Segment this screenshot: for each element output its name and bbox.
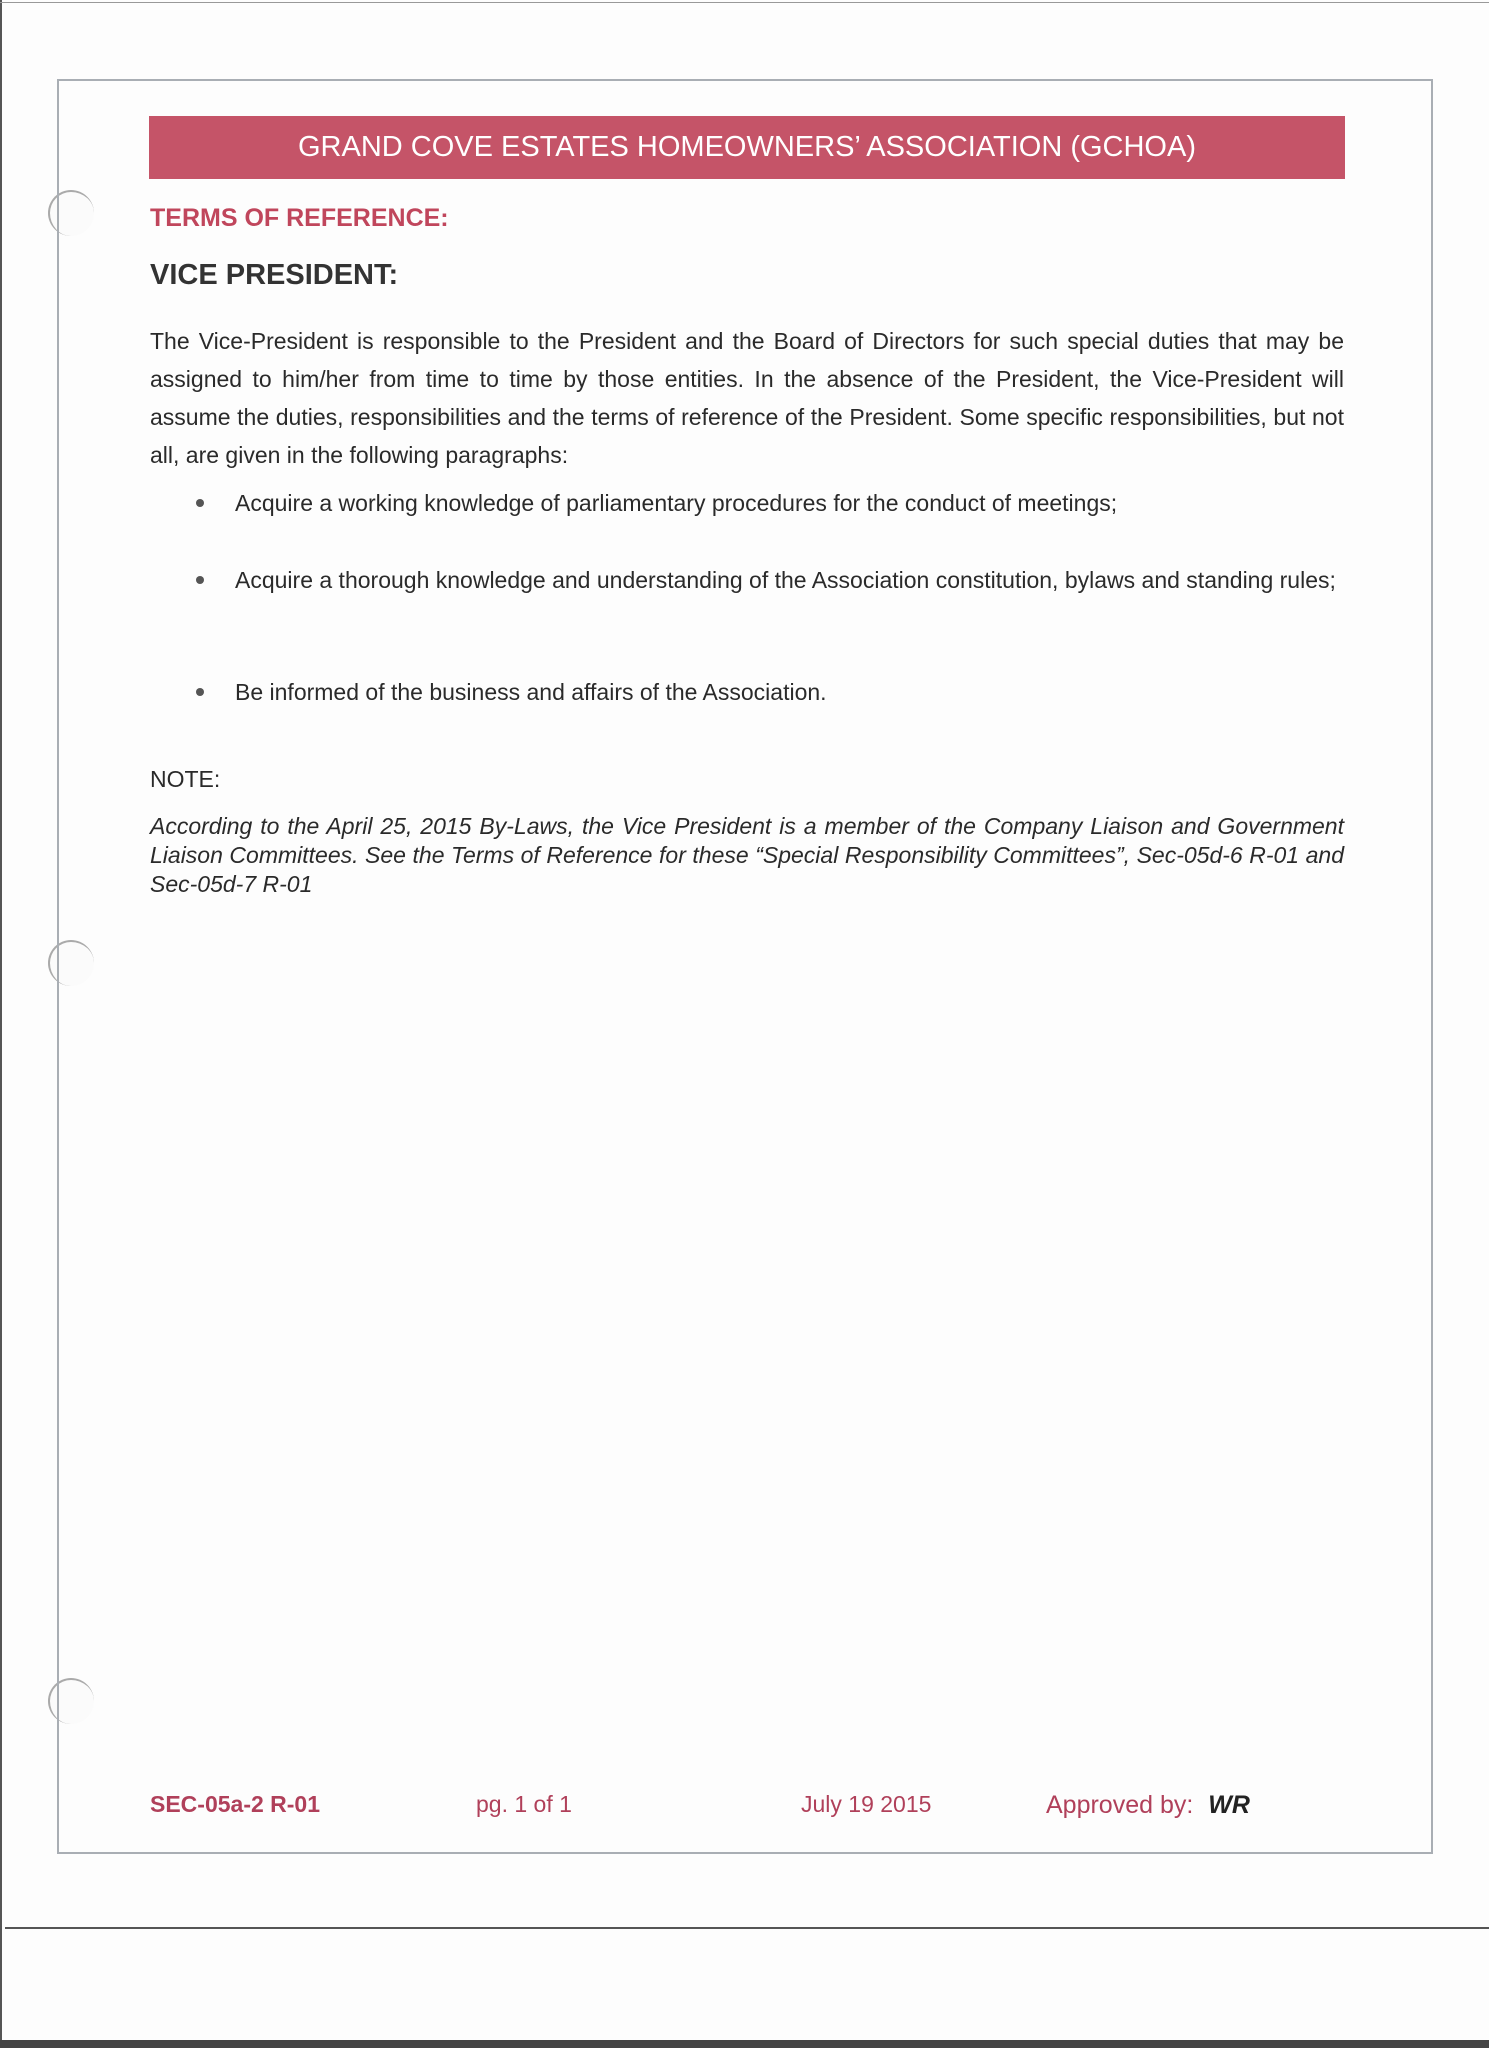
organization-banner: GRAND COVE ESTATES HOMEOWNERS’ ASSOCIATION (GCHOA)	[149, 116, 1345, 179]
list-item-text: Be informed of the business and affairs of the Association.	[235, 679, 827, 705]
page-number: pg. 1 of 1	[476, 1791, 572, 1817]
scan-line	[5, 1927, 1489, 1929]
list-item-text: Acquire a working knowledge of parliamentary procedures for the conduct of meetings;	[235, 490, 1118, 516]
list-item	[196, 674, 1344, 710]
intro-paragraph: The Vice-President is responsible to the President and the Board of Directors for such special duties that may be assigned to him/her from time to time by those entities. In the absence of the President, the Vice-President will assume the duties, responsibilities and the terms of reference of the President. Some specific responsibilities, but not all, are given in the following paragraphs:	[150, 328, 1344, 468]
note-text: According to the April 25, 2015 By-Laws, the Vice President is a member of the Company Liaison and Government Liaison Committees. See the Terms of Reference for these “Special Responsibility Committees”, Sec-05d-6 R-01 and Sec-05d-7 R-01	[150, 813, 1344, 897]
bullet-icon	[196, 576, 204, 584]
scan-edge	[0, 0, 2, 2048]
note-label: NOTE:	[150, 766, 221, 792]
approved-by	[1046, 1791, 1250, 1820]
list-item	[196, 562, 1344, 598]
document-date: July 19 2015	[801, 1791, 932, 1817]
approver-initials: WR	[1208, 1791, 1250, 1819]
page-title: VICE PRESIDENT:	[150, 259, 399, 291]
document-id: SEC-05a-2 R-01	[150, 1791, 321, 1817]
bullet-icon	[196, 688, 204, 696]
list-item-text: Acquire a thorough knowledge and understanding of the Association constitution, bylaws and standing rules;	[235, 567, 1336, 593]
section-label: TERMS OF REFERENCE:	[150, 204, 449, 232]
scan-edge-bottom	[0, 2040, 1489, 2048]
approved-label: Approved by:	[1046, 1791, 1194, 1819]
list-item	[196, 485, 1344, 521]
scan-edge-top	[0, 2, 1489, 3]
bullet-icon	[196, 499, 204, 507]
